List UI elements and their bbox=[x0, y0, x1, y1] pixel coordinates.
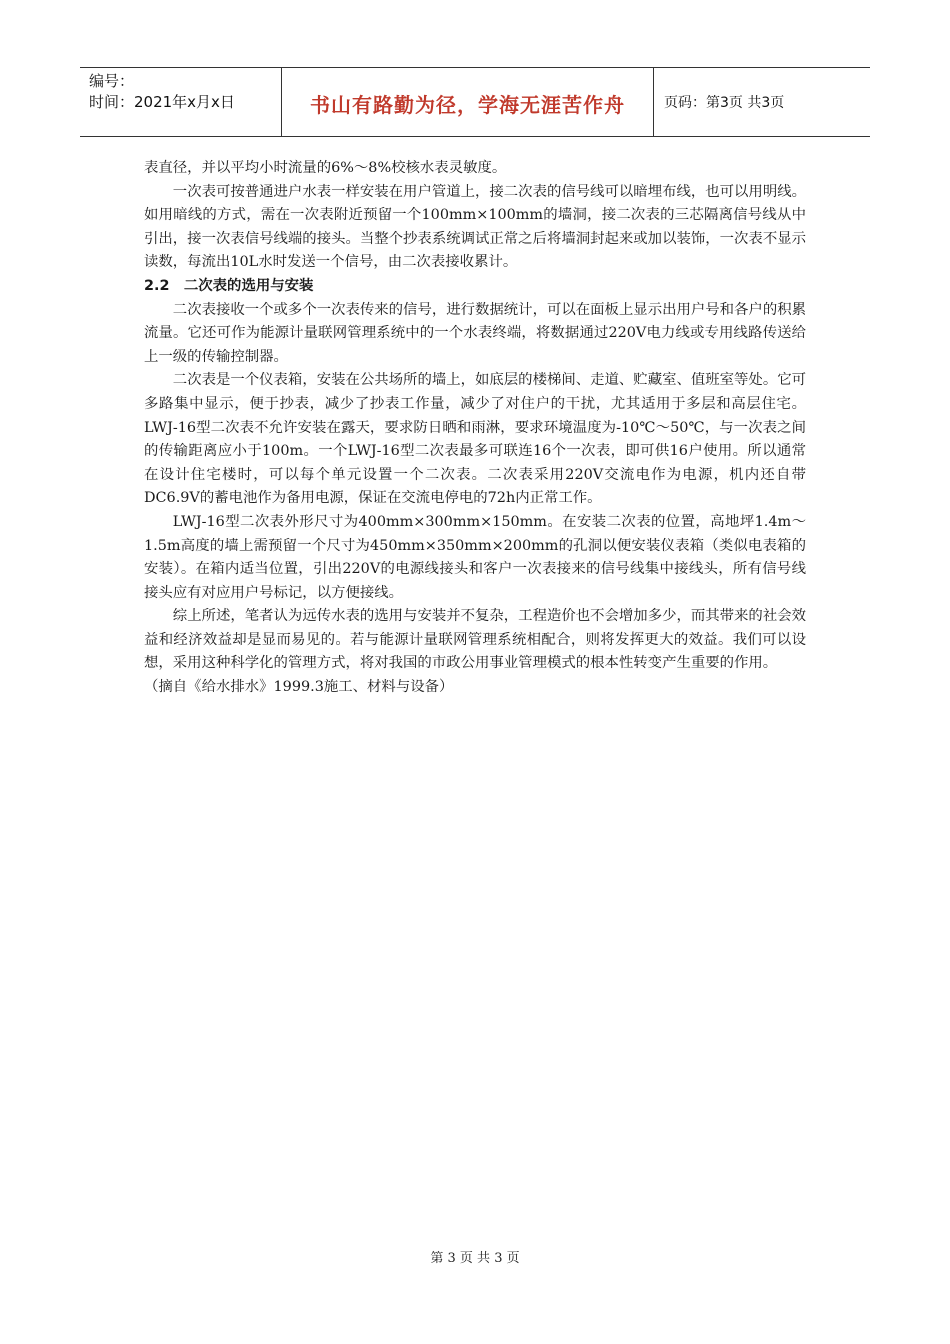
source-citation: （摘自《给水排水》1999.3施工、材料与设备） bbox=[144, 679, 454, 696]
paragraph-conclusion: 综上所述，笔者认为远传水表的选用与安装并不复杂，工程造价也不会增加多少，而其带来的社会效益和经济效益却是显而易见的。若与能源计量联网管理系统相配合，则将发挥更大的效益。我们可以设想，采用这种科学化的管理方式，将对我国的市政公用事业管理模式的根本性转变产生重要的作用。 bbox=[144, 608, 806, 672]
header-page-number: 页码：第3页 共3页 bbox=[664, 95, 785, 111]
paragraph-secondary-meter-dimensions: LWJ-16型二次表外形尺寸为400mm×300mm×150mm。在安装二次表的位置，高地坪1.4m～1.5m高度的墙上需预留一个尺寸为450mm×350mm×200mm的孔洞以便安装仪表箱（类似电表箱的安装）。在箱内适当位置，引出220V的电源线接头和客户一次表接来的信号线集中接线头，所有信号线接头应有对应用户号标记，以方便接线。 bbox=[144, 513, 806, 601]
page-footer bbox=[0, 1247, 950, 1266]
paragraph-primary-meter-install: 一次表可按普通进户水表一样安装在用户管道上，接二次表的信号线可以暗埋布线，也可以用明线。如用暗线的方式，需在一次表附近预留一个100mm×100mm的墙洞，接二次表的三芯隔离信号线从中引出，接一次表信号线端的接头。当整个抄表系统调试正常之后将墙洞封起来或加以装饰，一次表不显示读数，每流出10L水时发送一个信号，由二次表接收累计。 bbox=[144, 183, 806, 271]
section-heading: 2.2 二次表的选用与安装 bbox=[144, 277, 314, 294]
paragraph-continued: 表直径，并以平均小时流量的6%～8%校核水表灵敏度。 bbox=[144, 160, 507, 176]
document-date-label: 时间：2021年x月x日 bbox=[89, 93, 235, 111]
document-body bbox=[144, 157, 806, 700]
header-info-cell bbox=[80, 68, 281, 136]
page-header bbox=[80, 67, 870, 137]
header-page-cell bbox=[654, 68, 870, 136]
document-number-label: 编号： bbox=[89, 72, 135, 90]
footer-page-number: 第 3 页 共 3 页 bbox=[430, 1251, 520, 1266]
header-motto-cell bbox=[281, 68, 654, 136]
header-motto: 书山有路勤为径，学海无涯苦作舟 bbox=[310, 92, 625, 117]
paragraph-secondary-meter-location: 二次表是一个仪表箱，安装在公共场所的墙上，如底层的楼梯间、走道、贮藏室、值班室等处。它可多路集中显示，便于抄表，减少了抄表工作量，减少了对住户的干扰，尤其适用于多层和高层住宅。LWJ-16型二次表不允许安装在露天，要求防日晒和雨淋，要求环境温度为-10℃～50℃，与一次表之间的传输距离应小于100m。一个LWJ-16型二次表最多可联连16个一次表，即可供16户使用。所以通常在设计住宅楼时，可以每个单元设置一个二次表。二次表采用220V交流电作为电源，机内还自带DC6.9V的蓄电池作为备用电源，保证在交流电停电的72h内正常工作。 bbox=[144, 372, 806, 507]
paragraph-secondary-meter-function: 二次表接收一个或多个一次表传来的信号，进行数据统计，可以在面板上显示出用户号和各户的积累流量。它还可作为能源计量联网管理系统中的一个水表终端，将数据通过220V电力线或专用线路传送给上一级的传输控制器。 bbox=[144, 301, 806, 365]
